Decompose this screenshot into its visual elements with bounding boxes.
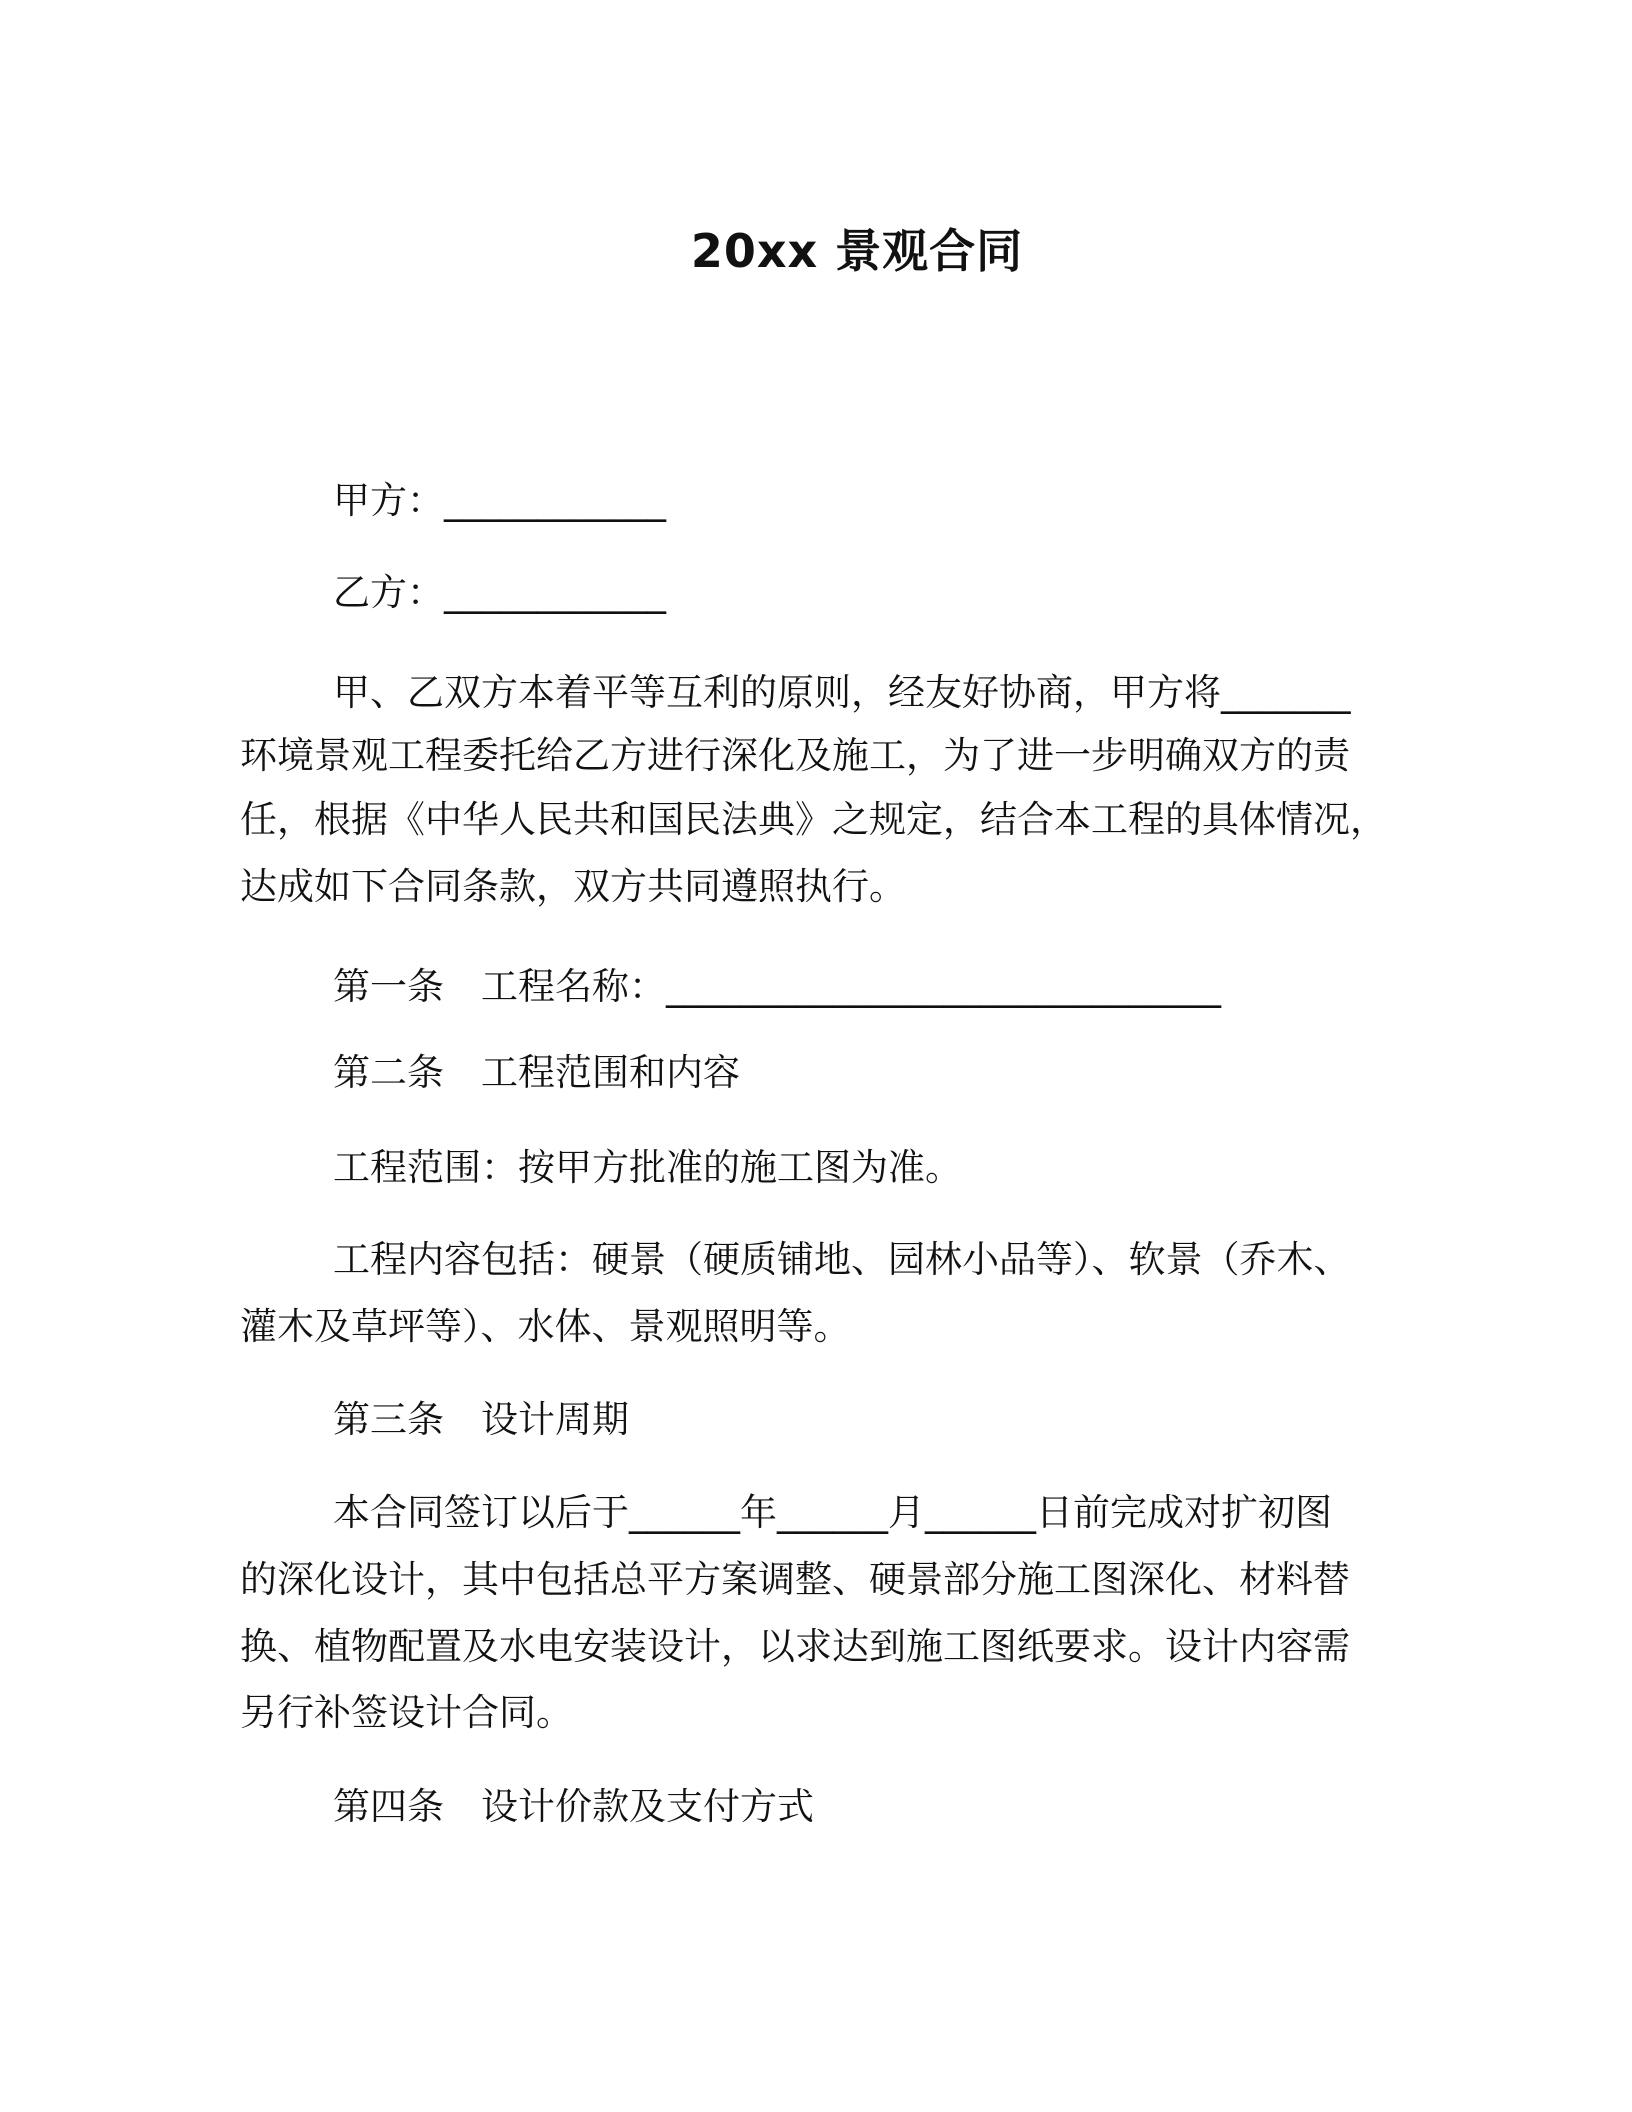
article-2-content-line: 工程内容包括：硬景（硬质铺地、园林小品等）、软景（乔木、 xyxy=(333,1238,1351,1281)
article-2-scope: 工程范围：按甲方批准的施工图为准。 xyxy=(333,1146,962,1189)
article-3-heading: 第三条 设计周期 xyxy=(333,1398,629,1441)
article-4-heading: 第四条 设计价款及支付方式 xyxy=(333,1785,814,1828)
article-3-body-line: 换、植物配置及水电安装设计，以求达到施工图纸要求。设计内容需 xyxy=(240,1625,1350,1668)
preamble-line: 甲、乙双方本着平等互利的原则，经友好协商，甲方将_______ xyxy=(333,671,1351,714)
preamble-line: 达成如下合同条款，双方共同遵照执行。 xyxy=(240,865,906,908)
document-title: 20xx 景观合同 xyxy=(690,224,1024,278)
article-1-heading: 第一条 工程名称：______________________________ xyxy=(333,965,1221,1008)
preamble-line: 任，根据《中华人民共和国民法典》之规定，结合本工程的具体情况， xyxy=(240,798,1387,841)
article-3-body-line: 本合同签订以后于______年______月______日前完成对扩初图 xyxy=(333,1491,1332,1534)
preamble-line: 环境景观工程委托给乙方进行深化及施工，为了进一步明确双方的责 xyxy=(240,734,1350,777)
article-2-heading: 第二条 工程范围和内容 xyxy=(333,1051,740,1094)
party-b-line: 乙方：____________ xyxy=(333,571,666,614)
article-3-body-line: 另行补签设计合同。 xyxy=(240,1691,573,1734)
article-3-body-line: 的深化设计，其中包括总平方案调整、硬景部分施工图深化、材料替 xyxy=(240,1558,1350,1601)
party-a-line: 甲方：____________ xyxy=(333,479,666,522)
article-2-content-line: 灌木及草坪等）、水体、景观照明等。 xyxy=(240,1305,851,1348)
